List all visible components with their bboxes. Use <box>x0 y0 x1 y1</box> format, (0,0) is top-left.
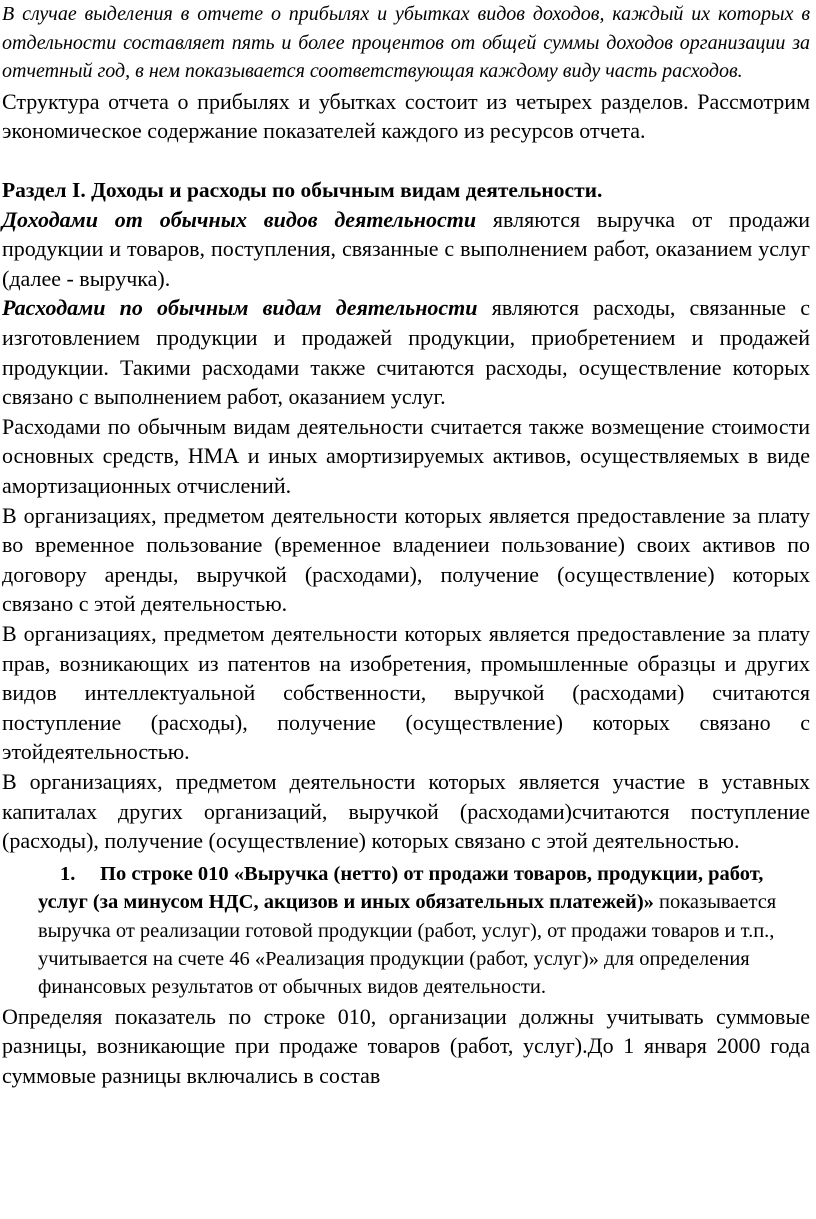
patents-paragraph: В организациях, предметом деятельности которых является предоставление за плату прав, возникающих из патентов на изобретения, промышленные образцы и других видов интеллектуальной собственности, выручкой (расходами) считаются поступление (расходы), получение (осуществление) которых связано с этойдеятельностью. <box>2 621 810 765</box>
capital-paragraph: В организациях, предметом деятельности которых является участие в уставных капиталах других организаций, выручкой (расходами)считаются поступление (расходы), получение (осуществление) которых связано с этой деятельностью. <box>2 768 810 854</box>
list-item-number: 1. <box>60 862 76 885</box>
closing-paragraph: Определяя показатель по строке 010, организации должны учитывать суммовые разницы, возникающие при продаже товаров (работ, услуг).До 1 января 2000 года суммовые разницы включались в состав <box>2 1003 810 1088</box>
list-item-bold-text: По строке 010 «Выручка (нетто) от продажи товаров, продукции, работ, услуг (за минусом НДС, акцизов и иных обязательных платежей)» <box>38 862 764 914</box>
income-term: Доходами от обычных видов деятельности <box>2 206 477 232</box>
list-item-text: показывается выручка от реализации готовой продукции (работ, услуг), от продажи товаров и т.п., учитывается на счете 46 «Реализация продукции (работ, услуг)» для определения финансовых результатов от обычных видов деятельности. <box>38 891 777 999</box>
rent-paragraph: В организациях, предметом деятельности которых является предоставление за плату во временное пользование (временное владениеи пользование) своих активов по договору аренды, выручкой (расходами), получение (осуществление) которых связано с этой деятельностью. <box>2 502 810 617</box>
intro-italic-paragraph: В случае выделения в отчете о прибылях и убытках видов доходов, каждый их которых в отдельности составляет пять и более процентов от общей суммы доходов организации за отчетный год, в нем показывается соответствующая каждому виду часть расходов. <box>2 3 810 82</box>
income-definition-paragraph <box>2 205 810 294</box>
list-item-content <box>38 860 810 1002</box>
income-definition-text: являются выручка от продажи продукции и товаров, поступления, связанные с выполнением работ, оказанием услуг (далее - выручка). <box>2 206 810 291</box>
expense-definition-text: являются расходы, связанные с изготовлением продукции и продажей продукции, приобретением и продажей продукции. Такими расходами также считаются расходы, осуществление которых связано с выполнением работ, оказанием услуг. <box>2 295 811 410</box>
structure-paragraph: Структура отчета о прибылях и убытках состоит из четырех разделов. Рассмотрим экономическое содержание показателей каждого из ресурсов отчета. <box>2 88 810 144</box>
expense-definition-paragraph <box>2 293 810 411</box>
numbered-list <box>2 860 810 1002</box>
expense-term: Расходами по обычным видам деятельности <box>2 295 478 321</box>
list-item <box>38 860 810 1002</box>
section-heading: Раздел I. Доходы и расходы по обычным видам деятельности. <box>2 177 603 202</box>
depreciation-paragraph: Расходами по обычным видам деятельности считается также возмещение стоимости основных средств, НМА и иных амортизируемых активов, осуществляемых в виде амортизационных отчислений. <box>2 413 810 499</box>
